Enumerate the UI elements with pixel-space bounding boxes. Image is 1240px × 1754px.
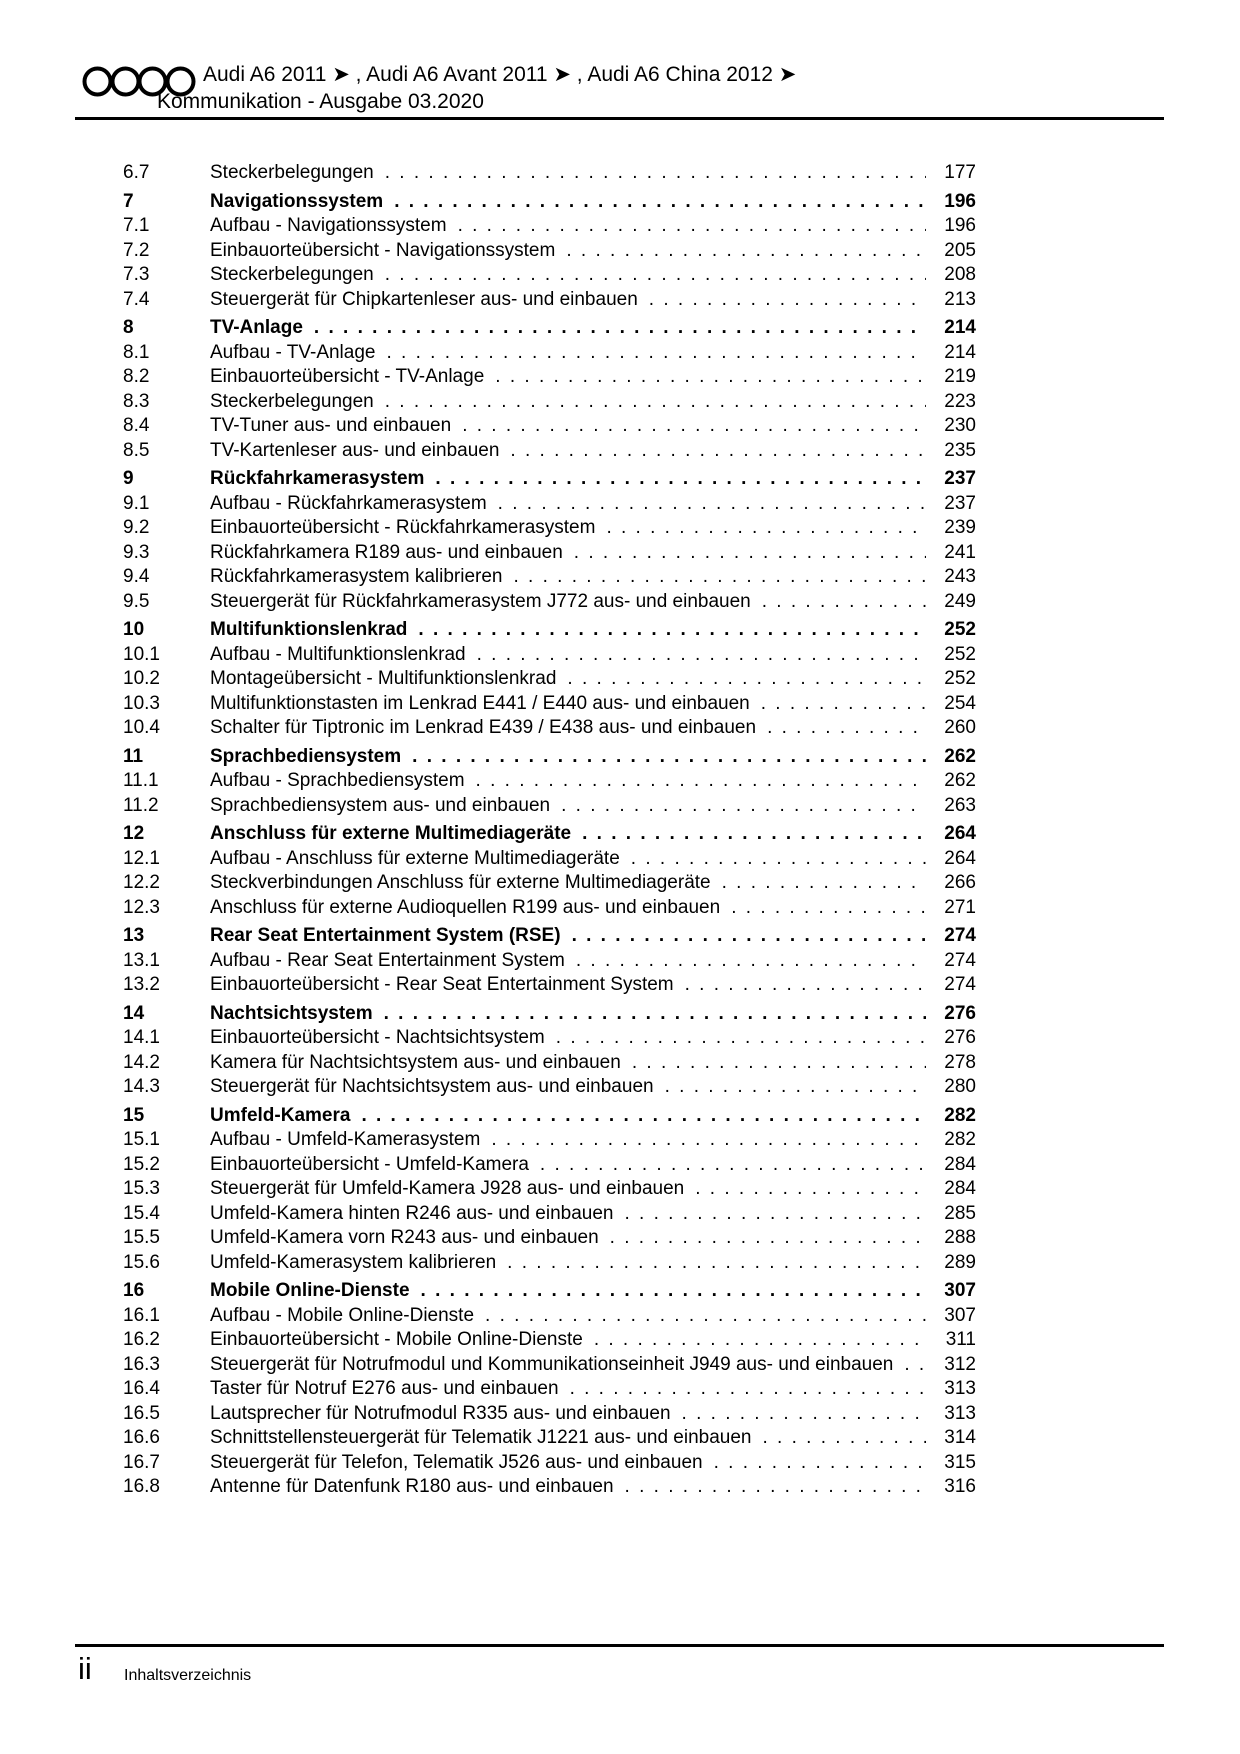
toc-entry-page: 313: [944, 1378, 976, 1399]
toc-entry-number: 8.2: [123, 366, 150, 387]
toc-entry-number: 10.1: [123, 643, 160, 665]
toc-dot-leader: [763, 1426, 927, 1451]
toc-dot-leader: [594, 1328, 926, 1353]
header-subtitle: Kommunikation - Ausgabe 03.2020: [157, 90, 484, 113]
toc-entry-title: Steuergerät für Rückfahrkamerasystem J772 aus- und einbauen: [210, 590, 751, 612]
toc-entry-number: 7.1: [123, 215, 150, 236]
toc-entry: [123, 390, 976, 415]
toc-entry-title: TV-Tuner aus- und einbauen: [210, 415, 452, 436]
toc-entry-title: TV-Anlage: [210, 317, 303, 338]
toc-entry: [123, 1304, 976, 1329]
toc-entry-number: 15: [123, 1104, 145, 1126]
toc-entry-number: 14: [123, 1002, 145, 1024]
toc-entry: [123, 263, 976, 288]
toc-entry-number: 7.4: [123, 288, 150, 310]
toc-entry-number: 13.1: [123, 949, 160, 971]
toc-entry-page: 284: [944, 1153, 976, 1175]
toc-entry: [123, 439, 976, 464]
toc-dot-leader: [561, 794, 926, 819]
toc-entry: [123, 190, 976, 215]
toc-entry-title: Steuergerät für Telefon, Telematik J526 aus- und einbauen: [210, 1451, 703, 1473]
toc-entry-title: Aufbau - Navigationssystem: [210, 215, 447, 236]
toc-entry-title: Schalter für Tiptronic im Lenkrad E439 / E438 aus- und einbauen: [210, 717, 757, 738]
toc-entry: [123, 1402, 976, 1427]
toc-entry-title: Navigationssystem: [210, 190, 384, 212]
toc-entry: [123, 1377, 976, 1402]
toc-entry-page: 260: [944, 717, 976, 738]
toc-entry: [123, 1075, 976, 1100]
toc-entry: [123, 341, 976, 366]
toc-entry: [123, 643, 976, 668]
toc-dot-leader: [498, 492, 926, 517]
toc-entry-title: Anschluss für externe Audioquellen R199 aus- und einbauen: [210, 896, 721, 918]
footer-section-label: Inhaltsverzeichnis: [124, 1667, 252, 1684]
toc-dot-leader: [582, 822, 926, 847]
toc-entry-number: 16.6: [123, 1427, 160, 1448]
toc-dot-leader: [412, 745, 926, 770]
toc-entry-title: Einbauorteübersicht - Navigationssystem: [210, 239, 556, 261]
toc-dot-leader: [761, 692, 926, 717]
toc-dot-leader: [495, 365, 926, 390]
toc-entry-number: 7.2: [123, 239, 150, 261]
toc-entry-title: Montageübersicht - Multifunktionslenkrad: [210, 668, 557, 689]
toc-dot-leader: [695, 1177, 926, 1202]
toc-entry-number: 16.5: [123, 1402, 160, 1424]
toc-dot-leader: [458, 214, 926, 239]
toc-entry-page: 307: [944, 1304, 976, 1326]
toc-dot-leader: [682, 1402, 926, 1427]
toc-entry-number: 16.2: [123, 1329, 160, 1350]
toc-entry-page: 276: [944, 1027, 976, 1048]
toc-entry-title: Umfeld-Kamerasystem kalibrieren: [210, 1251, 497, 1273]
toc-entry-title: Aufbau - Sprachbediensystem: [210, 770, 465, 791]
toc-entry: [123, 973, 976, 998]
toc-entry-page: 262: [944, 770, 976, 791]
toc-entry: [123, 541, 976, 566]
toc-entry-title: Lautsprecher für Notrufmodul R335 aus- und einbauen: [210, 1402, 671, 1424]
toc-entry: [123, 847, 976, 872]
toc-entry-title: Kamera für Nachtsichtsystem aus- und einbauen: [210, 1051, 621, 1073]
toc-entry: [123, 1002, 976, 1027]
toc-entry-number: 9.3: [123, 541, 150, 563]
toc-entry-title: Aufbau - Multifunktionslenkrad: [210, 643, 466, 665]
toc-entry-title: Aufbau - Rückfahrkamerasystem: [210, 492, 487, 514]
toc-entry-number: 16.1: [123, 1304, 160, 1326]
toc-entry-page: 289: [944, 1251, 976, 1273]
toc-entry: [123, 1104, 976, 1129]
toc-entry-number: 14.3: [123, 1076, 160, 1097]
toc-dot-leader: [385, 390, 926, 415]
toc-dot-leader: [385, 263, 926, 288]
toc-entry: [123, 1051, 976, 1076]
toc-dot-leader: [418, 618, 926, 643]
toc-entry: [123, 618, 976, 643]
toc-entry: [123, 1451, 976, 1476]
toc-dot-leader: [714, 1451, 926, 1476]
toc-entry: [123, 590, 976, 615]
toc-entry-page: 274: [944, 974, 976, 995]
toc-entry-page: 235: [944, 439, 976, 461]
toc-dot-leader: [567, 667, 926, 692]
toc-entry-number: 11: [123, 745, 144, 767]
toc-entry-number: 12.2: [123, 872, 160, 893]
toc-entry: [123, 1153, 976, 1178]
toc-entry-title: Einbauorteübersicht - Umfeld-Kamera: [210, 1153, 529, 1175]
toc-entry-title: Mobile Online-Dienste: [210, 1280, 410, 1301]
toc-entry-number: 6.7: [123, 162, 150, 183]
toc-entry-page: 230: [944, 415, 976, 436]
toc-entry-page: 312: [944, 1353, 976, 1375]
toc-entry-number: 10.3: [123, 692, 160, 714]
footer-rule: [75, 1644, 1164, 1647]
toc-entry: [123, 716, 976, 741]
toc-entry-page: 262: [944, 745, 976, 767]
toc-entry-page: 249: [944, 590, 976, 612]
toc-entry: [123, 492, 976, 517]
toc-entry-title: Steuergerät für Nachtsichtsystem aus- und einbauen: [210, 1076, 654, 1097]
toc-entry-page: 213: [944, 288, 976, 310]
toc-entry-title: Aufbau - Mobile Online-Dienste: [210, 1304, 475, 1326]
toc-entry-title: Sprachbediensystem aus- und einbauen: [210, 794, 551, 816]
toc-dot-leader: [574, 541, 926, 566]
toc-entry-page: 278: [944, 1051, 976, 1073]
toc-entry-number: 9.4: [123, 566, 150, 587]
toc-entry-page: 252: [944, 643, 976, 665]
toc-entry-page: 214: [944, 317, 976, 338]
toc-entry-page: 315: [944, 1451, 976, 1473]
toc-entry-number: 10: [123, 619, 145, 640]
toc-entry-number: 13: [123, 925, 145, 946]
toc-entry: [123, 288, 976, 313]
toc-entry-number: 12.1: [123, 847, 160, 869]
toc-entry-page: 264: [944, 847, 976, 869]
toc-entry-page: 284: [944, 1178, 976, 1199]
toc-entry-page: 266: [944, 872, 976, 893]
toc-entry-number: 8.3: [123, 390, 150, 412]
toc-entry-number: 8: [123, 317, 134, 338]
toc-entry-page: 252: [944, 668, 976, 689]
toc-entry-title: Einbauorteübersicht - TV-Anlage: [210, 366, 485, 387]
toc-entry-number: 16.4: [123, 1378, 160, 1399]
toc-dot-leader: [572, 924, 926, 949]
toc-entry-number: 11.2: [123, 794, 159, 816]
toc-dot-leader: [384, 1002, 926, 1027]
toc-entry-number: 12: [123, 823, 145, 844]
toc-entry-page: 237: [944, 468, 976, 489]
toc-dot-leader: [762, 590, 926, 615]
toc-dot-leader: [510, 439, 926, 464]
toc-entry-title: Steckverbindungen Anschluss für externe Multimediageräte: [210, 872, 711, 893]
toc-entry-number: 8.1: [123, 341, 150, 363]
toc-entry-page: 276: [944, 1002, 976, 1024]
toc-entry-number: 10.4: [123, 717, 160, 738]
toc-entry-number: 11.1: [123, 770, 159, 791]
toc-dot-leader: [462, 414, 926, 439]
toc-dot-leader: [722, 871, 926, 896]
toc-entry-title: Umfeld-Kamera hinten R246 aus- und einbauen: [210, 1202, 614, 1224]
toc-entry-page: 274: [944, 925, 976, 946]
toc-entry: [123, 467, 976, 492]
toc-entry: [123, 1226, 976, 1251]
toc-dot-leader: [649, 288, 926, 313]
toc-entry-number: 9.5: [123, 590, 150, 612]
toc-entry-title: Aufbau - TV-Anlage: [210, 341, 376, 363]
toc-entry-number: 16.7: [123, 1451, 160, 1473]
toc-entry: [123, 667, 976, 692]
toc-entry-title: Einbauorteübersicht - Rear Seat Entertainment System: [210, 974, 674, 995]
toc-dot-leader: [507, 1251, 926, 1276]
toc-entry-page: 307: [944, 1280, 976, 1301]
toc-dot-leader: [767, 716, 926, 741]
toc-entry-title: Multifunktionstasten im Lenkrad E441 / E440 aus- und einbauen: [210, 692, 750, 714]
toc-entry-title: Anschluss für externe Multimediageräte: [210, 823, 572, 844]
toc-entry-page: 237: [944, 492, 976, 514]
toc-entry-number: 8.4: [123, 415, 150, 436]
toc-entry-number: 13.2: [123, 974, 160, 995]
toc-entry-title: Rückfahrkamera R189 aus- und einbauen: [210, 541, 563, 563]
toc-dot-leader: [485, 1304, 926, 1329]
toc-entry-title: Steuergerät für Chipkartenleser aus- und einbauen: [210, 288, 638, 310]
toc-entry-number: 16: [123, 1280, 145, 1301]
toc-entry: [123, 1279, 976, 1304]
toc-entry-title: Rear Seat Entertainment System (RSE): [210, 925, 561, 946]
toc-entry-page: 285: [944, 1202, 976, 1224]
toc-entry-page: 177: [944, 162, 976, 183]
toc-entry-title: Aufbau - Umfeld-Kamerasystem: [210, 1129, 481, 1150]
toc-entry: [123, 896, 976, 921]
toc-entry-page: 196: [944, 215, 976, 236]
toc-entry-number: 16.3: [123, 1353, 160, 1375]
toc-entry: [123, 794, 976, 819]
toc-entry-page: 282: [944, 1104, 976, 1126]
toc-entry-page: 214: [944, 341, 976, 363]
toc-entry: [123, 949, 976, 974]
toc-entry-title: Steuergerät für Umfeld-Kamera J928 aus- und einbauen: [210, 1178, 685, 1199]
toc-dot-leader: [685, 973, 926, 998]
toc-dot-leader: [632, 1051, 926, 1076]
toc-entry-title: Einbauorteübersicht - Rückfahrkamerasystem: [210, 517, 596, 538]
toc-entry-title: Rückfahrkamerasystem: [210, 468, 425, 489]
toc-dot-leader: [731, 896, 926, 921]
toc-entry: [123, 1251, 976, 1276]
toc-dot-leader: [385, 161, 926, 186]
toc-entry-number: 15.1: [123, 1129, 160, 1150]
toc-entry-title: Rückfahrkamerasystem kalibrieren: [210, 566, 503, 587]
toc-dot-leader: [386, 341, 926, 366]
toc-dot-leader: [476, 769, 926, 794]
toc-entry-title: Steckerbelegungen: [210, 390, 374, 412]
toc-entry-title: Steuergerät für Notrufmodul und Kommunikationseinheit J949 aus- und einbauen: [210, 1353, 894, 1375]
toc-entry-title: Multifunktionslenkrad: [210, 619, 408, 640]
toc-dot-leader: [435, 467, 926, 492]
toc-entry-number: 10.2: [123, 668, 160, 689]
toc-entry-page: 271: [944, 896, 976, 918]
toc-entry-page: 314: [944, 1427, 976, 1448]
toc-entry-number: 15.5: [123, 1227, 160, 1248]
toc-entry-page: 196: [944, 190, 976, 212]
toc-dot-leader: [570, 1377, 926, 1402]
toc-entry-title: Steckerbelegungen: [210, 264, 374, 285]
toc-entry-number: 15.6: [123, 1251, 160, 1273]
toc-entry-page: 311: [945, 1329, 976, 1350]
toc-dot-leader: [625, 1475, 926, 1500]
toc-entry: [123, 1353, 976, 1378]
toc-dot-leader: [610, 1226, 926, 1251]
toc-dot-leader: [556, 1026, 926, 1051]
toc-entry-title: Steckerbelegungen: [210, 162, 374, 183]
toc-entry-page: 243: [944, 566, 976, 587]
toc-entry-number: 14.2: [123, 1051, 160, 1073]
toc-entry-number: 14.1: [123, 1027, 160, 1048]
toc-entry-title: Sprachbediensystem: [210, 745, 402, 767]
toc-entry-title: Aufbau - Anschluss für externe Multimediageräte: [210, 847, 620, 869]
toc-entry-page: 280: [944, 1076, 976, 1097]
toc-entry-number: 15.2: [123, 1153, 160, 1175]
toc-entry-number: 8.5: [123, 439, 150, 461]
toc-entry: [123, 414, 976, 439]
toc-entry-page: 254: [944, 692, 976, 714]
toc-entry-page: 208: [944, 264, 976, 285]
toc-entry-number: 9: [123, 468, 134, 489]
toc-dot-leader: [491, 1128, 926, 1153]
toc-entry-page: 205: [944, 239, 976, 261]
toc-entry: [123, 565, 976, 590]
toc-entry-title: TV-Kartenleser aus- und einbauen: [210, 439, 500, 461]
toc-dot-leader: [606, 516, 926, 541]
toc-dot-leader: [514, 565, 927, 590]
toc-entry-number: 9.2: [123, 517, 150, 538]
toc-entry: [123, 822, 976, 847]
toc-entry: [123, 516, 976, 541]
toc-entry: [123, 1026, 976, 1051]
toc-entry-page: 274: [944, 949, 976, 971]
toc-entry-title: Aufbau - Rear Seat Entertainment System: [210, 949, 565, 971]
toc-entry: [123, 239, 976, 264]
toc-entry-page: 252: [944, 619, 976, 640]
toc-dot-leader: [904, 1353, 926, 1378]
toc-entry-page: 223: [944, 390, 976, 412]
toc-entry-title: Umfeld-Kamera vorn R243 aus- und einbauen: [210, 1227, 599, 1248]
toc-list: [123, 161, 976, 1500]
toc-entry-title: Schnittstellensteuergerät für Telematik J1221 aus- und einbauen: [210, 1427, 752, 1448]
toc-entry-number: 9.1: [123, 492, 150, 514]
toc-entry-title: Antenne für Datenfunk R180 aus- und einbauen: [210, 1476, 614, 1497]
toc-entry-page: 316: [944, 1476, 976, 1497]
toc-entry-page: 282: [944, 1129, 976, 1150]
toc-dot-leader: [477, 643, 926, 668]
toc-entry: [123, 745, 976, 770]
toc-entry-number: 15.4: [123, 1202, 160, 1224]
toc-entry-number: 7.3: [123, 264, 150, 285]
toc-entry: [123, 316, 976, 341]
toc-dot-leader: [576, 949, 926, 974]
toc-entry: [123, 1328, 976, 1353]
toc-entry: [123, 1202, 976, 1227]
toc-dot-leader: [624, 1202, 926, 1227]
toc-entry: [123, 924, 976, 949]
toc-entry-page: 288: [944, 1227, 976, 1248]
toc-entry-page: 239: [944, 517, 976, 538]
toc-entry-title: Einbauorteübersicht - Mobile Online-Dienste: [210, 1329, 583, 1350]
toc-dot-leader: [314, 316, 926, 341]
toc-dot-leader: [631, 847, 926, 872]
footer-page-number: ii: [78, 1651, 92, 1686]
toc-entry-title: Umfeld-Kamera: [210, 1104, 351, 1126]
toc-entry: [123, 1128, 976, 1153]
toc-dot-leader: [665, 1075, 926, 1100]
toc-entry-title: Einbauorteübersicht - Nachtsichtsystem: [210, 1027, 545, 1048]
toc-entry: [123, 692, 976, 717]
toc-entry: [123, 365, 976, 390]
toc-entry: [123, 1177, 976, 1202]
header-model-line: Audi A6 2011 ➤ , Audi A6 Avant 2011 ➤ , Audi A6 China 2012 ➤: [203, 63, 797, 86]
toc-entry-page: 263: [944, 794, 976, 816]
toc-dot-leader: [540, 1153, 926, 1178]
toc-entry-page: 313: [944, 1402, 976, 1424]
toc-entry: [123, 1426, 976, 1451]
toc-entry-number: 7: [123, 190, 134, 212]
toc-entry-number: 16.8: [123, 1476, 160, 1497]
toc-dot-leader: [394, 190, 926, 215]
toc-entry-page: 264: [944, 823, 976, 844]
toc-entry: [123, 161, 976, 186]
toc-entry-page: 241: [944, 541, 976, 563]
toc-entry: [123, 769, 976, 794]
toc-entry-page: 219: [944, 366, 976, 387]
header-rule: [75, 117, 1164, 120]
toc-dot-leader: [421, 1279, 926, 1304]
toc-dot-leader: [361, 1104, 926, 1129]
toc-entry: [123, 214, 976, 239]
toc-entry-number: 12.3: [123, 896, 160, 918]
toc-entry: [123, 1475, 976, 1500]
toc-entry-title: Nachtsichtsystem: [210, 1002, 373, 1024]
toc-entry-number: 15.3: [123, 1178, 160, 1199]
toc-entry-title: Taster für Notruf E276 aus- und einbauen: [210, 1378, 559, 1399]
toc-entry: [123, 871, 976, 896]
toc-dot-leader: [566, 239, 926, 264]
